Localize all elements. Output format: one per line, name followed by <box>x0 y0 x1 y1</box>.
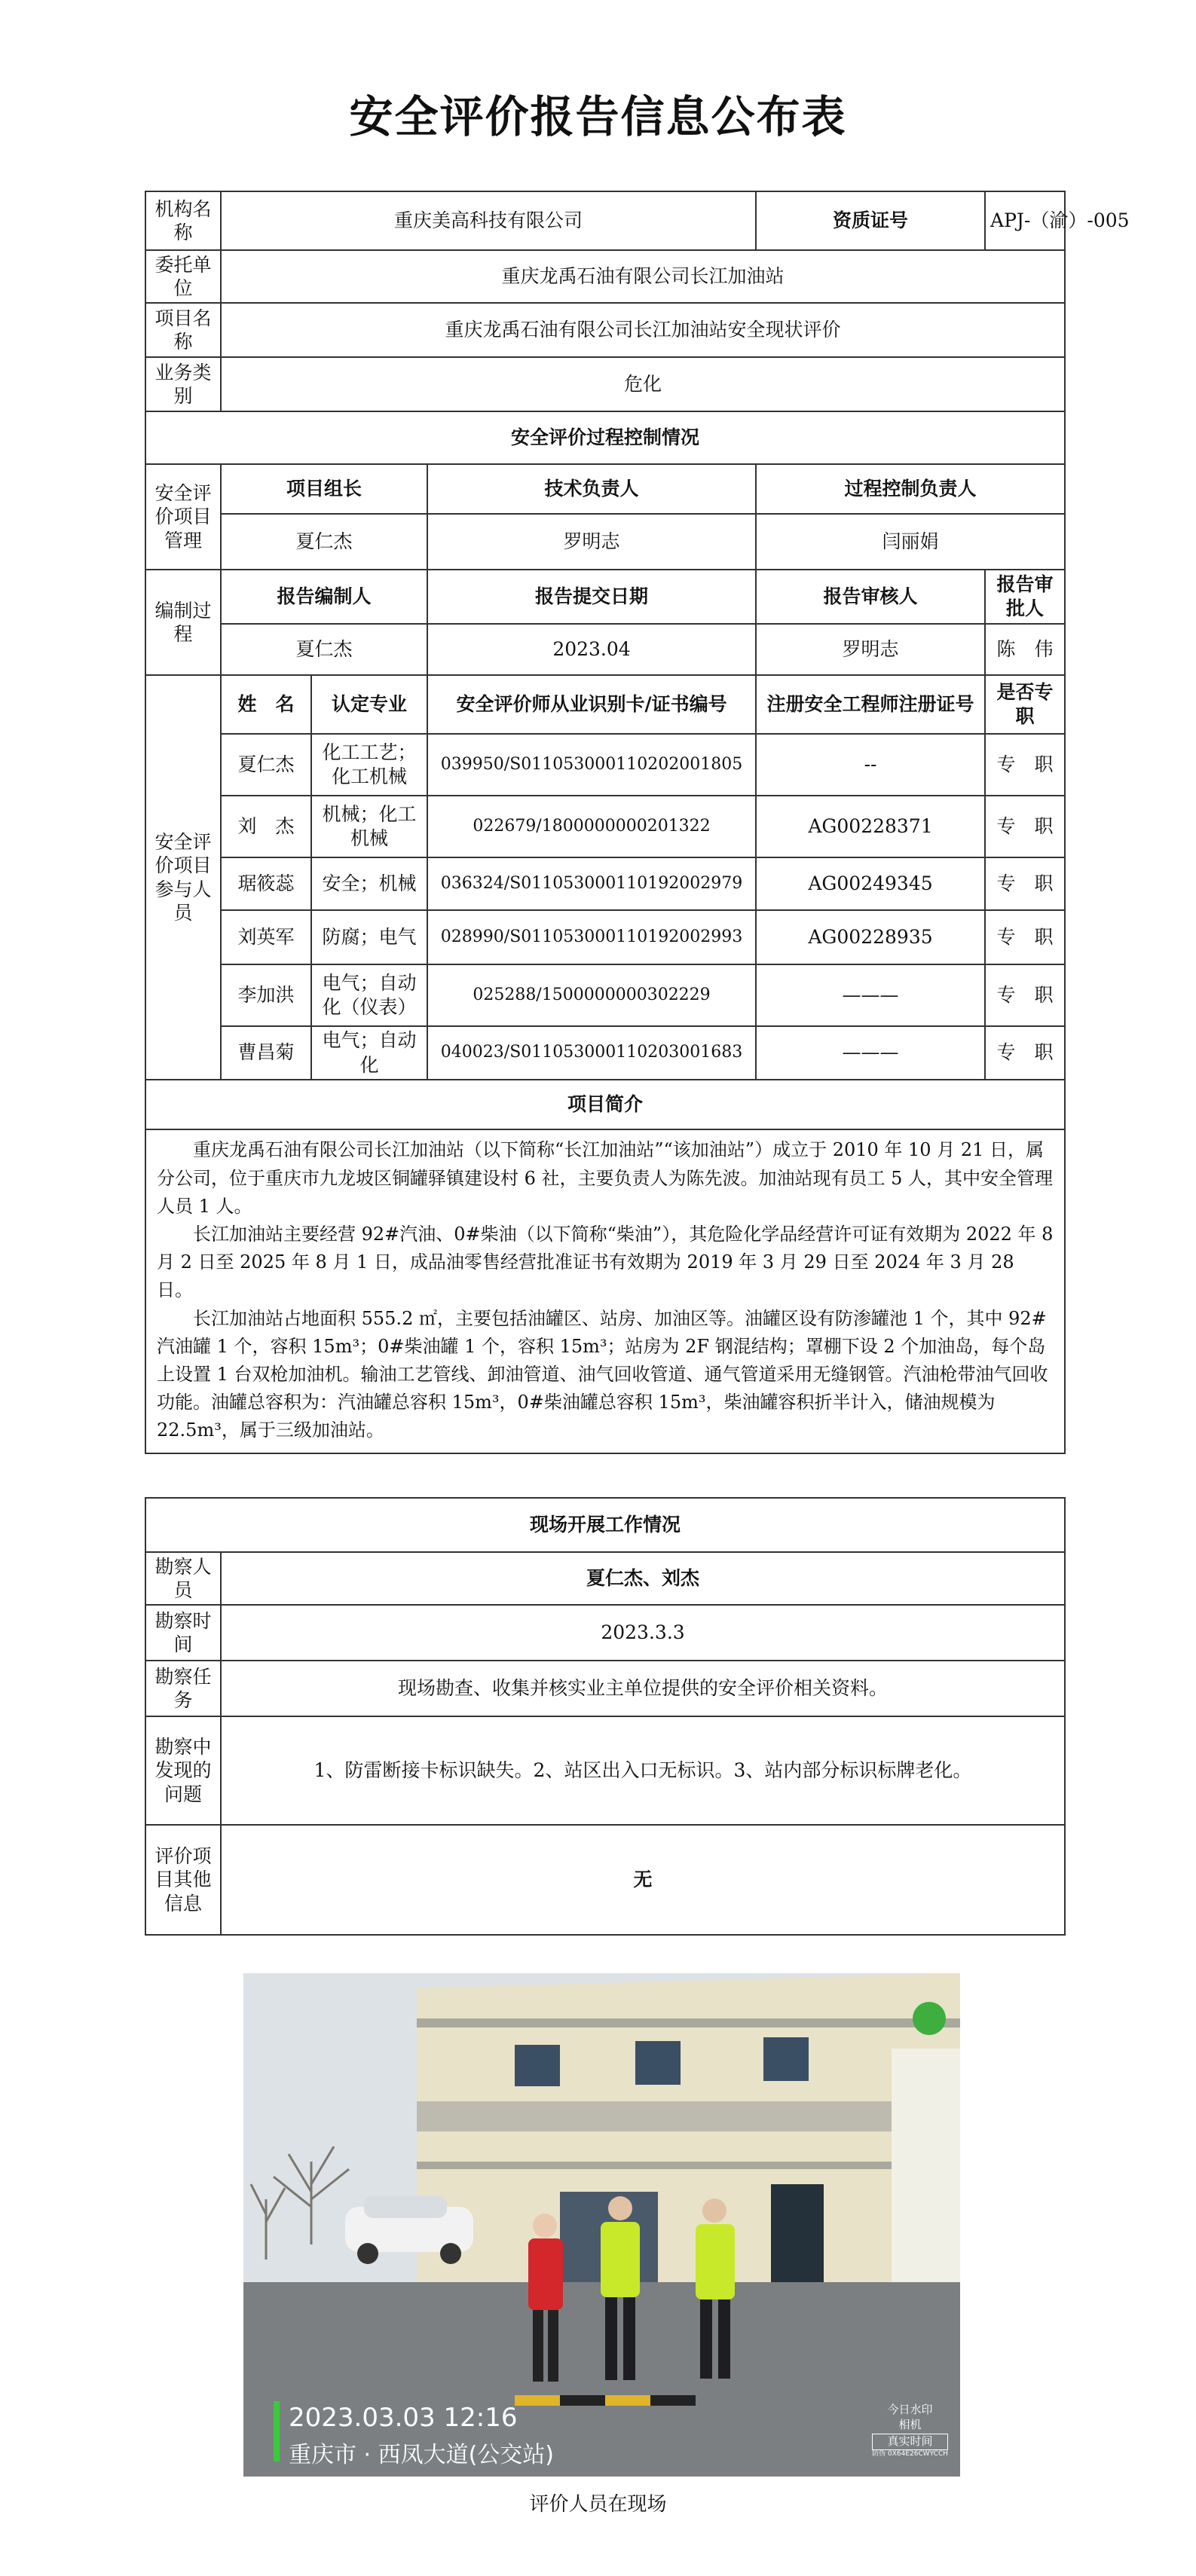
participant-major: 防腐；电气 <box>311 910 427 964</box>
participants-header-name: 姓 名 <box>221 675 311 734</box>
intro-paragraph: 长江加油站主要经营 92#汽油、0#柴油（以下简称“柴油”），其危险化学品经营许可证有效期为 2022 年 8 月 2 日至 2025 年 8 月 1 日，成品油零售经营批准证书有效期为 2019 年 3 月 29 日至 2024 年 3 月 28 日。 <box>157 1224 1054 1301</box>
intro-paragraph: 重庆龙禹石油有限公司长江加油站（以下简称“长江加油站”“该加油站”）成立于 2010 年 10 月 21 日，属分公司，位于重庆市九龙坡区铜罐驿镇建设村 6 社，主要负责人为陈先波。加油站现有员工 5 人，其中安全管理人员 1 人。 <box>157 1139 1054 1217</box>
participant-reg: AG00228935 <box>756 910 985 964</box>
surveyors-value: 夏仁杰、刘杰 <box>221 1552 1065 1605</box>
surveyors-label: 勘察人员 <box>145 1552 221 1605</box>
participant-reg: ——— <box>756 964 985 1026</box>
project-label: 项目名称 <box>145 303 221 357</box>
participant-name: 曹昌菊 <box>221 1026 311 1080</box>
compile-header-approver: 报告审批人 <box>985 570 1065 624</box>
category-value: 危化 <box>221 357 1065 411</box>
survey-time-label: 勘察时间 <box>145 1605 221 1661</box>
other-info-value: 无 <box>221 1825 1065 1935</box>
client-label: 委托单位 <box>145 250 221 303</box>
participant-major: 电气；自动化（仪表） <box>311 964 427 1026</box>
info-table <box>145 191 1130 1454</box>
compile-header-date: 报告提交日期 <box>427 570 756 624</box>
site-section-title: 现场开展工作情况 <box>145 1498 1065 1552</box>
other-info-label: 评价项目其他信息 <box>145 1825 221 1935</box>
mgmt-header-leader: 项目组长 <box>221 464 427 514</box>
mgmt-header-control: 过程控制负责人 <box>756 464 1065 514</box>
participant-major: 电气；自动化 <box>311 1026 427 1080</box>
compile-value-author: 夏仁杰 <box>221 624 427 675</box>
site-photo-scene <box>243 1973 960 2477</box>
participant-major: 机械；化工机械 <box>311 796 427 857</box>
participants-header-reg: 注册安全工程师注册证号 <box>756 675 985 734</box>
participant-name: 刘 杰 <box>221 796 311 857</box>
compile-header-author: 报告编制人 <box>221 570 427 624</box>
mgmt-header-tech: 技术负责人 <box>427 464 756 514</box>
mgmt-value-tech: 罗明志 <box>427 514 756 570</box>
participant-fulltime: 专 职 <box>985 1026 1065 1080</box>
process-section-title: 安全评价过程控制情况 <box>145 411 1065 464</box>
participant-name: 琚筱蕊 <box>221 857 311 910</box>
participant-card: 036324/S011053000110192002979 <box>427 857 756 910</box>
intro-title: 项目简介 <box>145 1080 1065 1129</box>
mgmt-value-leader: 夏仁杰 <box>221 514 427 570</box>
photo-caption: 评价人员在现场 <box>529 2493 667 2516</box>
participant-card: 025288/1500000000302229 <box>427 964 756 1026</box>
mgmt-value-control: 闫丽娟 <box>756 514 1065 570</box>
speed-bump <box>515 2395 696 2406</box>
intro-paragraph: 长江加油站占地面积 555.2 ㎡，主要包括油罐区、站房、加油区等。油罐区设有防渗罐池 1 个，其中 92#汽油罐 1 个，容积 15m³；0#柴油罐 1 个，容积 15m³；站房为 2F 钢混结构；罩棚下设 2 个加油岛，每个岛上设置 1 台双枪加油机。输油工艺管线、卸油管道、油气回收管道、通气管道采用无缝钢管。汽油枪带油气回收功能。油罐总容积为：汽油罐总容积 15m³，0#柴油罐总容积 15m³，柴油罐容积折半计入，储油规模为 22.5m³，属于三级加油站。 <box>157 1307 1048 1441</box>
participant-fulltime: 专 职 <box>985 796 1065 857</box>
participant-reg: AG00228371 <box>756 796 985 857</box>
survey-issues-label: 勘察中发现的问题 <box>145 1716 221 1825</box>
participant-major: 化工工艺；化工机械 <box>311 734 427 796</box>
compile-value-date: 2023.04 <box>427 624 756 675</box>
participant-fulltime: 专 职 <box>985 857 1065 910</box>
table-row <box>145 910 1065 964</box>
participant-fulltime: 专 职 <box>985 964 1065 1026</box>
survey-task-value: 现场勘查、收集并核实业主单位提供的安全评价相关资料。 <box>221 1661 1065 1716</box>
photo-location: 重庆市 · 西凤大道(公交站) <box>289 2442 555 2468</box>
compile-header-reviewer: 报告审核人 <box>756 570 985 624</box>
participants-header-card: 安全评价师从业识别卡/证书编号 <box>427 675 756 734</box>
participant-reg: AG00249345 <box>756 857 985 910</box>
page-title: 安全评价报告信息公布表 <box>349 91 847 142</box>
station-building <box>417 1973 960 2335</box>
table-row <box>145 734 1065 796</box>
participant-major: 安全；机械 <box>311 857 427 910</box>
timestamp-bar <box>274 2401 280 2461</box>
mgmt-label: 安全评价项目管理 <box>145 464 221 570</box>
category-label: 业务类别 <box>145 357 221 411</box>
participants-header-fulltime: 是否专职 <box>985 675 1065 734</box>
participant-card: 040023/S011053000110203001683 <box>427 1026 756 1080</box>
intro-body <box>145 1129 1065 1453</box>
photo-timestamp: 2023.03.03 12:16 <box>289 2403 518 2433</box>
survey-issues-value: 1、防雷断接卡标识缺失。2、站区出入口无标识。3、站内部分标识标牌老化。 <box>221 1716 1065 1825</box>
compile-value-reviewer: 罗明志 <box>756 624 985 675</box>
participant-name: 李加洪 <box>221 964 311 1026</box>
table-row <box>145 1026 1065 1080</box>
org-label: 机构名称 <box>145 191 221 250</box>
cert-value: APJ-（渝）-005 <box>985 191 1065 250</box>
watermark-line2: 相机 <box>898 2417 922 2431</box>
participant-reg: ——— <box>756 1026 985 1080</box>
compile-label: 编制过程 <box>145 570 221 675</box>
table-row <box>145 796 1065 857</box>
participant-card: 028990/S011053000110192002993 <box>427 910 756 964</box>
table-row <box>145 857 1065 910</box>
site-photo <box>243 1973 960 2477</box>
watermark-logo <box>872 2403 948 2458</box>
participant-fulltime: 专 职 <box>985 910 1065 964</box>
table-row <box>145 964 1065 1026</box>
participant-name: 刘英军 <box>221 910 311 964</box>
participant-card: 022679/1800000000201322 <box>427 796 756 857</box>
participant-fulltime: 专 职 <box>985 734 1065 796</box>
participants-header-major: 认定专业 <box>311 675 427 734</box>
client-value: 重庆龙禹石油有限公司长江加油站 <box>221 250 1065 303</box>
site-work-table <box>145 1497 1066 1936</box>
compile-value-approver: 陈 伟 <box>985 624 1065 675</box>
participant-reg: -- <box>756 734 985 796</box>
participant-name: 夏仁杰 <box>221 734 311 796</box>
project-value: 重庆龙禹石油有限公司长江加油站安全现状评价 <box>221 303 1065 357</box>
survey-time-value: 2023.3.3 <box>221 1605 1065 1661</box>
watermark-code: 防伪 0X64E26CWYCCH <box>872 2449 948 2458</box>
watermark-line1: 今日水印 <box>887 2403 933 2416</box>
participants-label: 安全评价项目参与人员 <box>145 675 221 1080</box>
participant-card: 039950/S011053000110202001805 <box>427 734 756 796</box>
watermark-box: 真实时间 <box>872 2434 948 2450</box>
survey-task-label: 勘察任务 <box>145 1661 221 1716</box>
cert-label: 资质证号 <box>756 191 985 250</box>
org-value: 重庆美高科技有限公司 <box>221 191 756 250</box>
